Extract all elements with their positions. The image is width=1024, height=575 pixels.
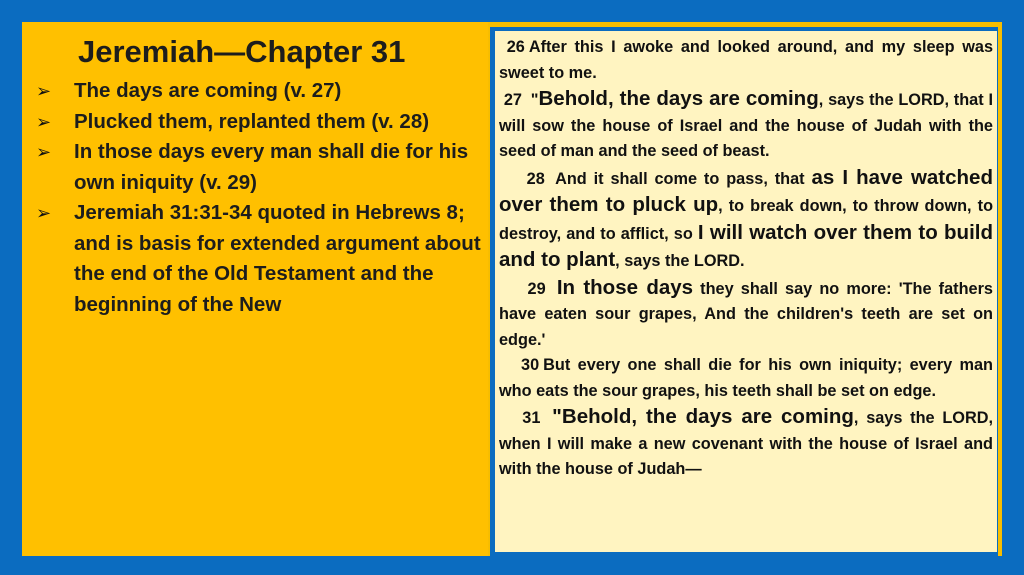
arrow-bullet-icon: ➢	[36, 142, 52, 162]
verse-number: 28	[526, 169, 545, 188]
verse-28: 28 And it shall come to pass, that as I have watched over them to pluck up, to break down, to throw down, to destroy, and to afflict, so I will watch over them to build and to plant, says the LORD.	[499, 165, 994, 271]
bullet-item: ➢ The days are coming (v. 27)	[36, 76, 486, 107]
verse-number: 30	[521, 356, 540, 374]
verse-27: 27 "Behold, the days are coming, says the LORD, that I will sow the house of Israel and the house of Judah with the seed of man and the seed of beast.	[499, 87, 993, 160]
verse-26: 26 After this I awoke and looked around, and my sleep was sweet to me.	[499, 38, 993, 82]
arrow-bullet-icon: ➢	[36, 111, 52, 132]
arrow-bullet-icon: ➢	[36, 203, 52, 223]
verse-31: 31 "Behold, the days are coming, says the LORD, when I will make a new covenant with the house of Israel and with the house of Judah—	[499, 405, 994, 478]
scripture-panel	[495, 31, 997, 552]
bullet-item: ➢ Plucked them, replanted them (v. 28)	[36, 107, 486, 138]
verse-emphasis: Behold, the days are coming	[538, 87, 819, 110]
verse-30: 30 But every one shall die for his own iniquity; every man who eats the sour grapes, his teeth shall be set on edge.	[499, 356, 993, 400]
bullet-list	[36, 76, 486, 320]
verse-emphasis: In those days	[556, 275, 694, 299]
verse-29: 29 In those days they shall say no more: 'The fathers have eaten sour grapes, And the children's teeth are set on edge.'	[499, 275, 993, 349]
bullet-item: ➢ Jeremiah 31:31-34 quoted in Hebrews 8; and is basis for extended argument about the end of the Old Testament and the beginning of the New	[36, 198, 486, 320]
verse-number: 29	[527, 279, 546, 298]
verse-number: 31	[522, 409, 541, 427]
verse-emphasis: I will watch over them to build and to plant	[499, 220, 993, 271]
slide-title: Jeremiah—Chapter 31	[78, 34, 406, 69]
verse-emphasis: as I have watched over them to pluck up	[499, 165, 993, 216]
bullet-item: ➢ In those days every man shall die for his own iniquity (v. 29)	[36, 137, 486, 198]
arrow-bullet-icon: ➢	[36, 81, 52, 101]
verse-number: 26	[506, 38, 525, 56]
verse-number: 27	[503, 91, 522, 109]
verse-emphasis: "Behold, the days are coming	[552, 405, 854, 428]
